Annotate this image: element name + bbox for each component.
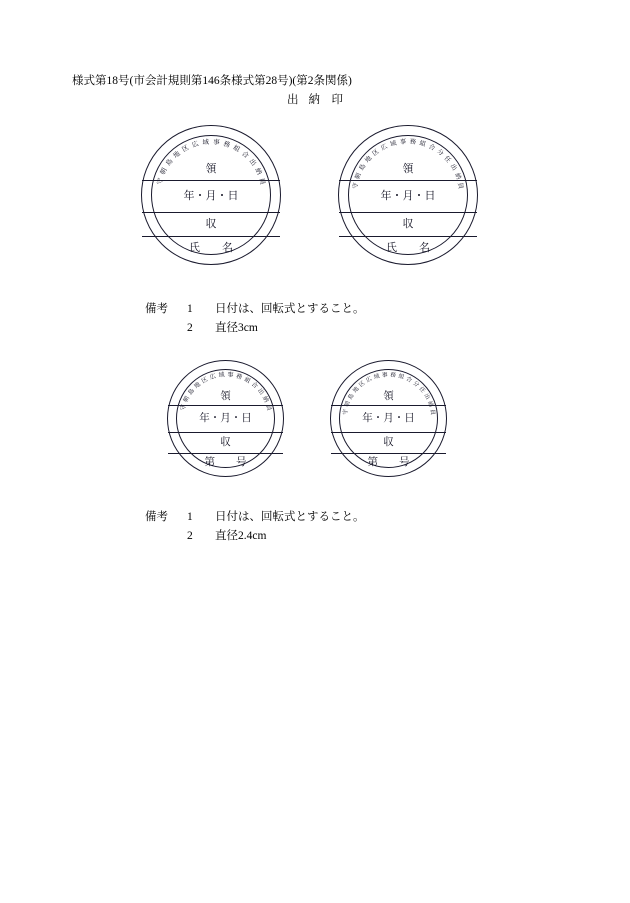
note-label: 備考 [145,511,168,523]
seal-bottom-left [167,360,284,477]
seal-line-date: 年・月・日 [183,190,239,202]
seal-line-ryo: 領 [383,391,394,402]
seal-arc-text-top-right: 守 朝 島 地 区 広 域 事 務 組 合 分 任 出 納 員 [351,138,465,190]
note-row [145,300,365,319]
note-block-2 [145,508,365,546]
note-block-1 [145,300,365,338]
seal-divider-bottom [168,453,283,454]
note-row [187,527,365,546]
seal-divider-bottom [331,453,446,454]
page-title: 様式第18号(市会計規則第146条様式第28号)(第2条関係) [72,75,352,87]
seal-line-shu: 収 [220,437,231,448]
seal-divider-upper [168,405,283,406]
seal-top-right [338,125,478,265]
note-item-number: 1 [187,511,193,523]
note-item-number: 2 [187,322,193,334]
seal-divider-lower [331,432,446,433]
seal-line-name: 氏 名 [189,242,233,254]
seal-line-ryo: 領 [220,391,231,402]
seal-divider-upper [142,180,280,181]
seal-divider-lower [168,432,283,433]
seal-line-number: 第 号 [204,457,247,468]
seal-divider-bottom [142,236,280,237]
seal-line-ryo: 領 [205,163,217,175]
seal-line-date: 年・月・日 [199,413,252,424]
seal-bottom-right [330,360,447,477]
seal-line-ryo: 領 [402,163,414,175]
seal-top-left [141,125,281,265]
page-subtitle [0,91,630,107]
seal-arc-text-bottom-right: 守 朝 島 地 区 広 域 事 務 組 合 分 任 出 納 員 [342,371,435,415]
note-item-text: 日付は、回転式とすること。 [215,511,365,523]
note-row [187,319,365,338]
seal-divider-upper [339,180,477,181]
subtitle-right: 納 印 [308,94,343,106]
seal-line-shu: 収 [383,437,394,448]
seal-divider-lower [339,212,477,213]
seal-line-shu: 収 [205,218,217,230]
seal-divider-upper [331,405,446,406]
subtitle-left: 出 [287,94,299,106]
note-item-number: 1 [187,303,193,315]
note-item-text: 日付は、回転式とすること。 [215,303,365,315]
note-item-text: 直径2.4cm [215,530,267,542]
seal-divider-bottom [339,236,477,237]
note-item-text: 直径3cm [215,322,258,334]
seal-divider-lower [142,212,280,213]
seal-line-name: 氏 名 [386,242,430,254]
seal-line-number: 第 号 [367,457,410,468]
seal-line-date: 年・月・日 [362,413,415,424]
seal-arc-text-top-left: 守 朝 島 地 区 広 域 事 務 組 合 出 納 員 [156,138,266,186]
seal-line-date: 年・月・日 [380,190,436,202]
note-label: 備考 [145,303,168,315]
note-item-number: 2 [187,530,193,542]
seal-arc-text-bottom-left: 守 朝 島 地 区 広 域 事 務 組 合 出 納 員 [179,371,272,411]
seal-line-shu: 収 [402,218,414,230]
note-row [145,508,365,527]
